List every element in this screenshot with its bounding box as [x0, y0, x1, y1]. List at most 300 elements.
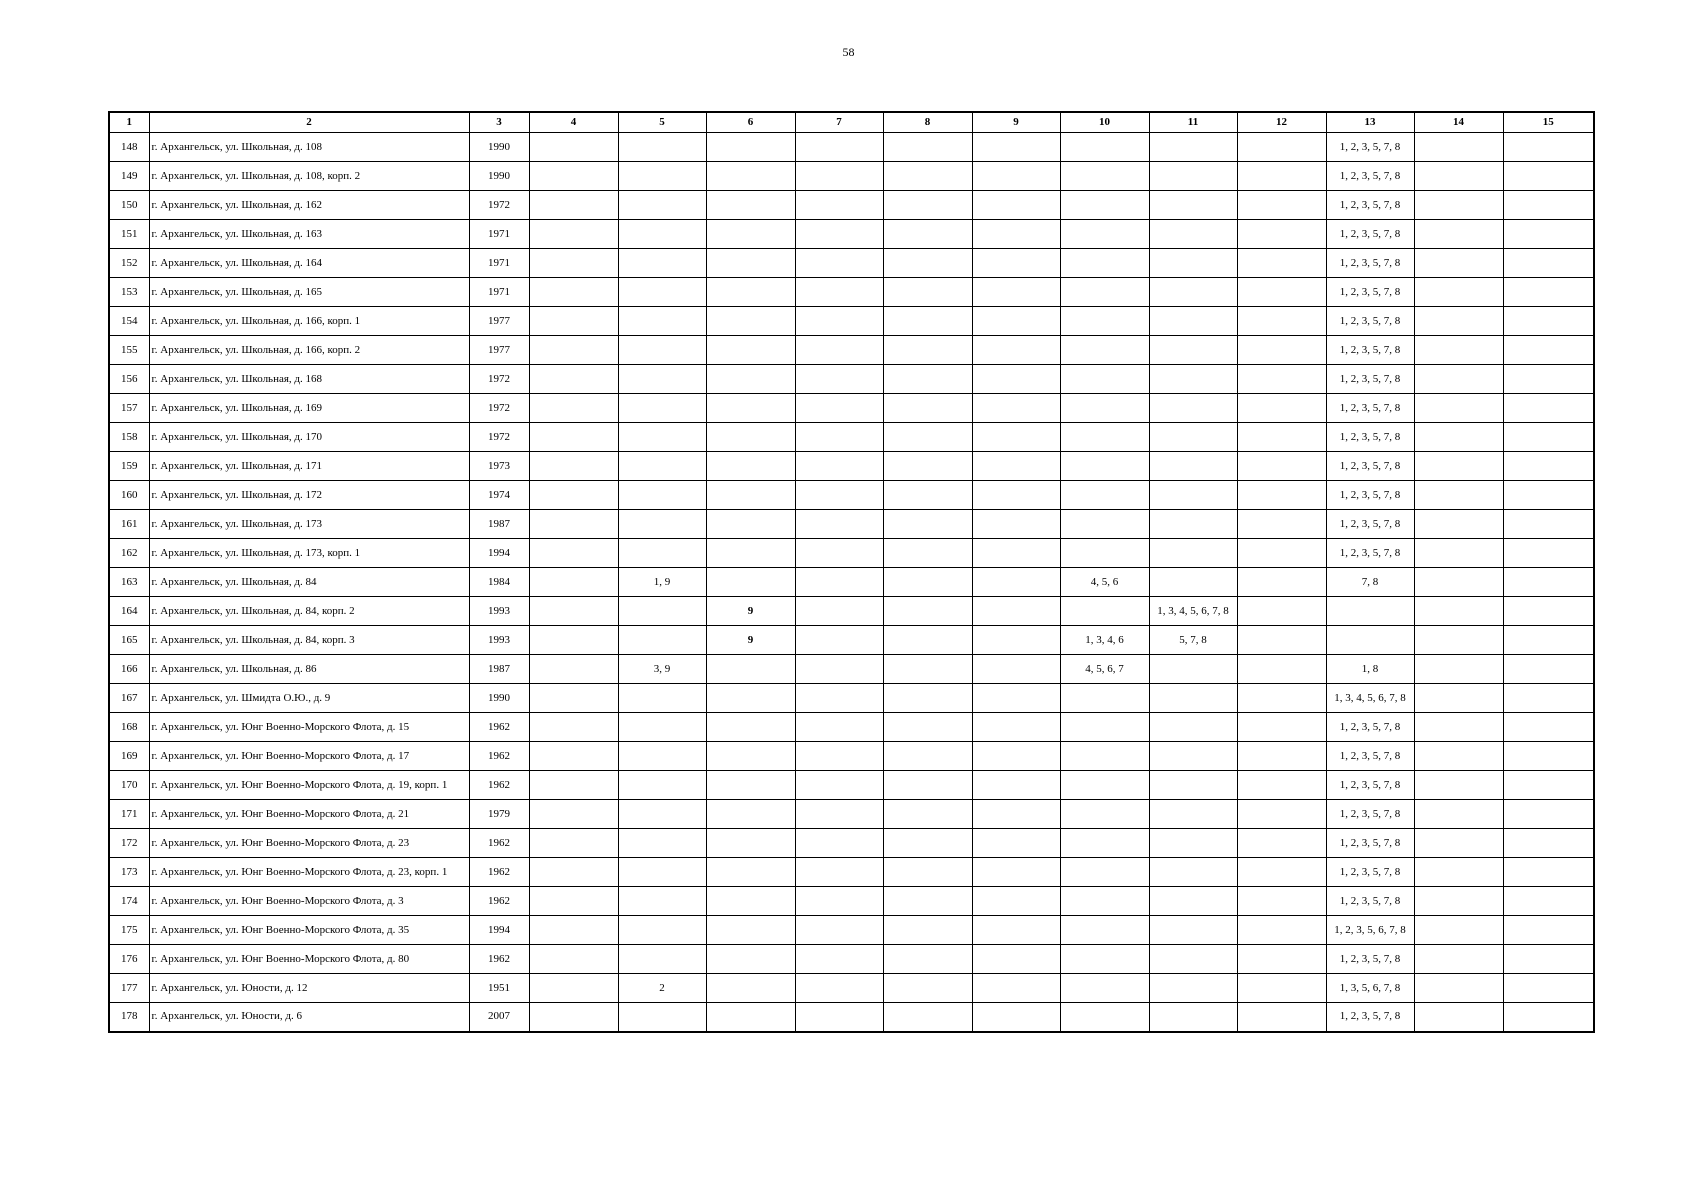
col-9-cell [972, 887, 1060, 916]
column-header: 13 [1326, 112, 1414, 133]
address-cell: г. Архангельск, ул. Школьная, д. 108, корп. 2 [149, 162, 469, 191]
address-cell: г. Архангельск, ул. Юнг Военно-Морского Флота, д. 23 [149, 829, 469, 858]
address-cell: г. Архангельск, ул. Школьная, д. 170 [149, 423, 469, 452]
col-13-cell: 1, 2, 3, 5, 7, 8 [1326, 510, 1414, 539]
col-15-cell [1503, 771, 1594, 800]
col-4-cell [529, 858, 618, 887]
col-7-cell [795, 191, 883, 220]
col-5-cell [618, 771, 706, 800]
col-9-cell [972, 626, 1060, 655]
col-10-cell [1060, 365, 1149, 394]
col-5-cell [618, 626, 706, 655]
col-10-cell [1060, 278, 1149, 307]
table-row [109, 133, 1594, 162]
col-8-cell [883, 394, 972, 423]
col-12-cell [1237, 887, 1326, 916]
col-13-cell: 1, 2, 3, 5, 7, 8 [1326, 829, 1414, 858]
col-9-cell [972, 597, 1060, 626]
col-12-cell [1237, 307, 1326, 336]
column-header: 7 [795, 112, 883, 133]
col-11-cell [1149, 974, 1237, 1003]
col-14-cell [1414, 336, 1503, 365]
col-11-cell [1149, 742, 1237, 771]
address-cell: г. Архангельск, ул. Школьная, д. 172 [149, 481, 469, 510]
table-row [109, 655, 1594, 684]
col-5-cell: 3, 9 [618, 655, 706, 684]
row-number: 177 [109, 974, 149, 1003]
col-8-cell [883, 510, 972, 539]
year-cell: 1962 [469, 829, 529, 858]
address-cell: г. Архангельск, ул. Школьная, д. 84, корп. 2 [149, 597, 469, 626]
table-row [109, 220, 1594, 249]
address-cell: г. Архангельск, ул. Юнг Военно-Морского Флота, д. 19, корп. 1 [149, 771, 469, 800]
col-8-cell [883, 278, 972, 307]
col-13-cell: 1, 3, 5, 6, 7, 8 [1326, 974, 1414, 1003]
row-number: 157 [109, 394, 149, 423]
table-row [109, 249, 1594, 278]
col-9-cell [972, 829, 1060, 858]
col-13-cell: 1, 2, 3, 5, 7, 8 [1326, 945, 1414, 974]
year-cell: 1971 [469, 249, 529, 278]
column-header: 12 [1237, 112, 1326, 133]
col-13-cell: 1, 2, 3, 5, 7, 8 [1326, 307, 1414, 336]
year-cell: 1990 [469, 684, 529, 713]
address-cell: г. Архангельск, ул. Школьная, д. 86 [149, 655, 469, 684]
col-15-cell [1503, 568, 1594, 597]
col-12-cell [1237, 771, 1326, 800]
col-4-cell [529, 307, 618, 336]
year-cell: 1972 [469, 394, 529, 423]
col-14-cell [1414, 423, 1503, 452]
year-cell: 1962 [469, 771, 529, 800]
address-cell: г. Архангельск, ул. Юнг Военно-Морского Флота, д. 21 [149, 800, 469, 829]
col-6-cell [706, 307, 795, 336]
col-9-cell [972, 220, 1060, 249]
col-6-cell: 9 [706, 626, 795, 655]
address-cell: г. Архангельск, ул. Юнг Военно-Морского Флота, д. 80 [149, 945, 469, 974]
col-7-cell [795, 916, 883, 945]
col-11-cell [1149, 568, 1237, 597]
col-8-cell [883, 858, 972, 887]
col-11-cell [1149, 1003, 1237, 1032]
col-12-cell [1237, 597, 1326, 626]
row-number: 178 [109, 1003, 149, 1032]
col-8-cell [883, 220, 972, 249]
address-cell: г. Архангельск, ул. Школьная, д. 169 [149, 394, 469, 423]
col-12-cell [1237, 220, 1326, 249]
address-cell: г. Архангельск, ул. Юнг Военно-Морского Флота, д. 35 [149, 916, 469, 945]
col-4-cell [529, 452, 618, 481]
col-12-cell [1237, 858, 1326, 887]
table-row [109, 452, 1594, 481]
col-11-cell [1149, 887, 1237, 916]
table-row [109, 829, 1594, 858]
col-10-cell [1060, 858, 1149, 887]
col-10-cell [1060, 829, 1149, 858]
row-number: 163 [109, 568, 149, 597]
year-cell: 1977 [469, 336, 529, 365]
col-4-cell [529, 887, 618, 916]
year-cell: 1974 [469, 481, 529, 510]
table-row [109, 481, 1594, 510]
col-13-cell: 1, 8 [1326, 655, 1414, 684]
col-15-cell [1503, 394, 1594, 423]
col-14-cell [1414, 568, 1503, 597]
col-7-cell [795, 771, 883, 800]
col-13-cell: 1, 2, 3, 5, 7, 8 [1326, 336, 1414, 365]
col-10-cell [1060, 423, 1149, 452]
col-15-cell [1503, 858, 1594, 887]
col-12-cell [1237, 191, 1326, 220]
col-7-cell [795, 336, 883, 365]
col-15-cell [1503, 481, 1594, 510]
address-cell: г. Архангельск, ул. Шмидта О.Ю., д. 9 [149, 684, 469, 713]
col-14-cell [1414, 829, 1503, 858]
col-12-cell [1237, 655, 1326, 684]
year-cell: 1994 [469, 539, 529, 568]
col-4-cell [529, 162, 618, 191]
col-9-cell [972, 655, 1060, 684]
row-number: 164 [109, 597, 149, 626]
col-15-cell [1503, 945, 1594, 974]
col-10-cell [1060, 974, 1149, 1003]
col-6-cell [706, 336, 795, 365]
col-5-cell [618, 858, 706, 887]
col-13-cell: 1, 2, 3, 5, 7, 8 [1326, 365, 1414, 394]
col-14-cell [1414, 481, 1503, 510]
table-row [109, 742, 1594, 771]
col-4-cell [529, 568, 618, 597]
col-14-cell [1414, 655, 1503, 684]
col-14-cell [1414, 713, 1503, 742]
row-number: 176 [109, 945, 149, 974]
col-7-cell [795, 684, 883, 713]
col-14-cell [1414, 1003, 1503, 1032]
col-7-cell [795, 713, 883, 742]
col-7-cell [795, 742, 883, 771]
address-cell: г. Архангельск, ул. Школьная, д. 162 [149, 191, 469, 220]
col-10-cell [1060, 336, 1149, 365]
year-cell: 1951 [469, 974, 529, 1003]
col-5-cell [618, 539, 706, 568]
col-7-cell [795, 974, 883, 1003]
col-14-cell [1414, 394, 1503, 423]
col-15-cell [1503, 626, 1594, 655]
col-5-cell [618, 452, 706, 481]
col-11-cell [1149, 800, 1237, 829]
col-6-cell [706, 394, 795, 423]
col-7-cell [795, 829, 883, 858]
col-11-cell [1149, 452, 1237, 481]
column-header: 10 [1060, 112, 1149, 133]
year-cell: 1971 [469, 220, 529, 249]
col-11-cell [1149, 365, 1237, 394]
col-15-cell [1503, 336, 1594, 365]
col-9-cell [972, 481, 1060, 510]
col-8-cell [883, 713, 972, 742]
col-10-cell [1060, 249, 1149, 278]
col-9-cell [972, 510, 1060, 539]
year-cell: 1971 [469, 278, 529, 307]
col-13-cell: 1, 2, 3, 5, 7, 8 [1326, 133, 1414, 162]
address-cell: г. Архангельск, ул. Школьная, д. 173 [149, 510, 469, 539]
col-13-cell: 1, 2, 3, 5, 7, 8 [1326, 278, 1414, 307]
col-12-cell [1237, 945, 1326, 974]
year-cell: 1977 [469, 307, 529, 336]
col-5-cell [618, 597, 706, 626]
col-15-cell [1503, 278, 1594, 307]
year-cell: 1962 [469, 742, 529, 771]
col-11-cell [1149, 278, 1237, 307]
col-4-cell [529, 829, 618, 858]
col-12-cell [1237, 365, 1326, 394]
col-6-cell [706, 771, 795, 800]
col-8-cell [883, 771, 972, 800]
col-10-cell [1060, 945, 1149, 974]
col-4-cell [529, 916, 618, 945]
address-cell: г. Архангельск, ул. Школьная, д. 168 [149, 365, 469, 394]
table-row [109, 191, 1594, 220]
col-12-cell [1237, 452, 1326, 481]
col-9-cell [972, 945, 1060, 974]
col-8-cell [883, 800, 972, 829]
col-12-cell [1237, 974, 1326, 1003]
col-11-cell [1149, 336, 1237, 365]
col-5-cell [618, 191, 706, 220]
col-8-cell [883, 655, 972, 684]
col-5-cell: 2 [618, 974, 706, 1003]
col-11-cell [1149, 858, 1237, 887]
col-7-cell [795, 481, 883, 510]
col-7-cell [795, 858, 883, 887]
col-4-cell [529, 1003, 618, 1032]
col-14-cell [1414, 742, 1503, 771]
column-header: 2 [149, 112, 469, 133]
col-9-cell [972, 365, 1060, 394]
col-5-cell [618, 829, 706, 858]
col-6-cell [706, 510, 795, 539]
page-number: 58 [842, 45, 855, 59]
col-4-cell [529, 974, 618, 1003]
col-6-cell [706, 800, 795, 829]
row-number: 172 [109, 829, 149, 858]
col-10-cell [1060, 307, 1149, 336]
col-11-cell [1149, 481, 1237, 510]
col-6-cell [706, 974, 795, 1003]
col-8-cell [883, 887, 972, 916]
col-11-cell [1149, 916, 1237, 945]
col-13-cell: 1, 2, 3, 5, 7, 8 [1326, 162, 1414, 191]
col-10-cell [1060, 742, 1149, 771]
col-8-cell [883, 423, 972, 452]
column-header: 11 [1149, 112, 1237, 133]
col-7-cell [795, 887, 883, 916]
col-10-cell [1060, 481, 1149, 510]
row-number: 155 [109, 336, 149, 365]
column-header: 6 [706, 112, 795, 133]
col-11-cell: 1, 3, 4, 5, 6, 7, 8 [1149, 597, 1237, 626]
col-13-cell: 1, 2, 3, 5, 7, 8 [1326, 1003, 1414, 1032]
col-13-cell [1326, 626, 1414, 655]
row-number: 159 [109, 452, 149, 481]
col-6-cell [706, 481, 795, 510]
table-row [109, 597, 1594, 626]
col-12-cell [1237, 800, 1326, 829]
col-8-cell [883, 336, 972, 365]
column-header: 5 [618, 112, 706, 133]
col-9-cell [972, 713, 1060, 742]
col-10-cell [1060, 597, 1149, 626]
col-6-cell [706, 133, 795, 162]
col-7-cell [795, 162, 883, 191]
col-4-cell [529, 771, 618, 800]
table-row [109, 771, 1594, 800]
table-row [109, 394, 1594, 423]
col-15-cell [1503, 800, 1594, 829]
col-6-cell [706, 162, 795, 191]
col-8-cell [883, 597, 972, 626]
col-11-cell [1149, 133, 1237, 162]
col-9-cell [972, 423, 1060, 452]
col-6-cell [706, 945, 795, 974]
address-cell: г. Архангельск, ул. Юности, д. 12 [149, 974, 469, 1003]
col-4-cell [529, 597, 618, 626]
col-10-cell [1060, 162, 1149, 191]
col-5-cell [618, 481, 706, 510]
col-12-cell [1237, 162, 1326, 191]
col-9-cell [972, 278, 1060, 307]
col-5-cell: 1, 9 [618, 568, 706, 597]
col-15-cell [1503, 829, 1594, 858]
col-5-cell [618, 162, 706, 191]
col-14-cell [1414, 365, 1503, 394]
col-12-cell [1237, 336, 1326, 365]
col-13-cell: 1, 2, 3, 5, 7, 8 [1326, 423, 1414, 452]
col-6-cell [706, 423, 795, 452]
year-cell: 1994 [469, 916, 529, 945]
year-cell: 1993 [469, 626, 529, 655]
col-14-cell [1414, 220, 1503, 249]
year-cell: 1990 [469, 162, 529, 191]
col-15-cell [1503, 191, 1594, 220]
row-number: 173 [109, 858, 149, 887]
col-11-cell [1149, 249, 1237, 278]
col-14-cell [1414, 974, 1503, 1003]
col-6-cell [706, 220, 795, 249]
col-5-cell [618, 916, 706, 945]
col-8-cell [883, 1003, 972, 1032]
col-5-cell [618, 307, 706, 336]
col-12-cell [1237, 568, 1326, 597]
col-4-cell [529, 394, 618, 423]
col-8-cell [883, 365, 972, 394]
col-7-cell [795, 278, 883, 307]
col-14-cell [1414, 191, 1503, 220]
col-5-cell [618, 684, 706, 713]
table-row [109, 336, 1594, 365]
table-row [109, 974, 1594, 1003]
col-6-cell [706, 278, 795, 307]
table-row [109, 713, 1594, 742]
col-11-cell [1149, 423, 1237, 452]
row-number: 170 [109, 771, 149, 800]
col-10-cell [1060, 510, 1149, 539]
col-5-cell [618, 887, 706, 916]
table-row [109, 278, 1594, 307]
table-row [109, 307, 1594, 336]
col-11-cell [1149, 945, 1237, 974]
col-13-cell: 1, 2, 3, 5, 7, 8 [1326, 742, 1414, 771]
col-11-cell [1149, 394, 1237, 423]
col-11-cell [1149, 220, 1237, 249]
col-8-cell [883, 974, 972, 1003]
col-15-cell [1503, 742, 1594, 771]
col-12-cell [1237, 1003, 1326, 1032]
column-header: 15 [1503, 112, 1594, 133]
col-8-cell [883, 539, 972, 568]
col-8-cell [883, 916, 972, 945]
col-11-cell [1149, 829, 1237, 858]
table-row [109, 423, 1594, 452]
col-5-cell [618, 742, 706, 771]
col-5-cell [618, 220, 706, 249]
col-7-cell [795, 945, 883, 974]
table-row [109, 1003, 1594, 1032]
column-header: 8 [883, 112, 972, 133]
header-row [109, 112, 1594, 133]
col-6-cell [706, 452, 795, 481]
year-cell: 1962 [469, 887, 529, 916]
col-7-cell [795, 1003, 883, 1032]
col-9-cell [972, 336, 1060, 365]
col-10-cell [1060, 684, 1149, 713]
col-10-cell [1060, 800, 1149, 829]
col-9-cell [972, 684, 1060, 713]
row-number: 156 [109, 365, 149, 394]
col-12-cell [1237, 510, 1326, 539]
col-9-cell [972, 133, 1060, 162]
col-13-cell [1326, 597, 1414, 626]
col-9-cell [972, 916, 1060, 945]
row-number: 169 [109, 742, 149, 771]
col-14-cell [1414, 887, 1503, 916]
col-12-cell [1237, 423, 1326, 452]
col-14-cell [1414, 858, 1503, 887]
column-header: 14 [1414, 112, 1503, 133]
col-13-cell: 1, 2, 3, 5, 7, 8 [1326, 713, 1414, 742]
col-13-cell: 1, 2, 3, 5, 7, 8 [1326, 800, 1414, 829]
col-4-cell [529, 742, 618, 771]
col-14-cell [1414, 771, 1503, 800]
col-7-cell [795, 597, 883, 626]
col-6-cell: 9 [706, 597, 795, 626]
col-11-cell [1149, 539, 1237, 568]
row-number: 148 [109, 133, 149, 162]
col-6-cell [706, 916, 795, 945]
col-13-cell: 1, 2, 3, 5, 7, 8 [1326, 887, 1414, 916]
table-row [109, 858, 1594, 887]
col-8-cell [883, 829, 972, 858]
row-number: 154 [109, 307, 149, 336]
col-6-cell [706, 742, 795, 771]
col-12-cell [1237, 829, 1326, 858]
table-row [109, 887, 1594, 916]
col-15-cell [1503, 220, 1594, 249]
col-11-cell [1149, 771, 1237, 800]
col-4-cell [529, 684, 618, 713]
col-4-cell [529, 945, 618, 974]
address-cell: г. Архангельск, ул. Школьная, д. 163 [149, 220, 469, 249]
